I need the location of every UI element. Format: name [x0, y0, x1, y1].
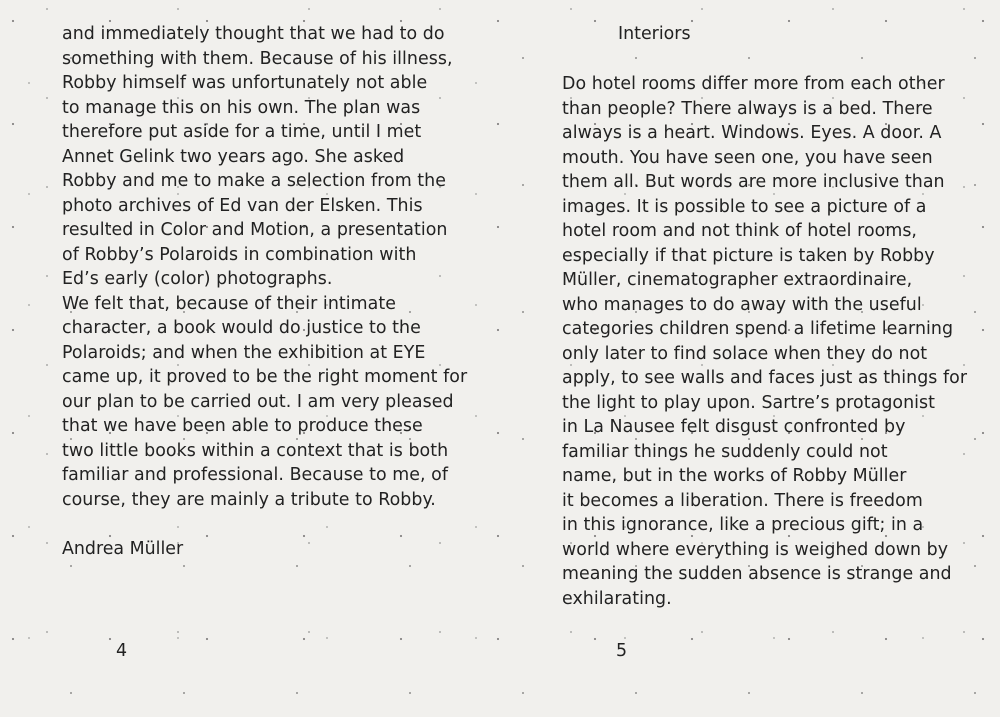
page-number-left: 4 [116, 641, 128, 661]
text-line: our plan to be carried out. I am very pleased [62, 391, 454, 412]
text-line: resulted in Color and Motion, a presentation [62, 220, 448, 240]
text-line: mouth. You have seen one, you have seen [562, 147, 933, 168]
text-line: hotel room and not think of hotel rooms, [562, 221, 918, 241]
text-line: and immediately thought that we had to do [62, 24, 445, 44]
text-line: the light to play upon. Sartre’s protagonist [562, 392, 936, 413]
text-line: apply, to see walls and faces just as things for [562, 368, 968, 388]
page-number-right: 5 [616, 641, 628, 661]
author-signature: Andrea Müller [62, 539, 184, 559]
text-line: something with them. Because of his illness, [62, 48, 453, 69]
text-line: especially if that picture is taken by Robby [562, 245, 935, 266]
text-line: of Robby’s Polaroids in combination with [62, 244, 417, 265]
text-line: Annet Gelink two years ago. She asked [62, 146, 405, 167]
text-line: that we have been able to produce these [62, 416, 423, 436]
text-line: course, they are mainly a tribute to Robby. [62, 489, 436, 510]
text-line: Do hotel rooms differ more from each other [562, 74, 945, 94]
text-line: than people? There always is a bed. There [562, 98, 933, 119]
right-page [500, 0, 1000, 717]
text-line: images. It is possible to see a picture of a [562, 196, 927, 217]
text-line: world where everything is weighed down by [562, 539, 949, 560]
text-line: character, a book would do justice to the [62, 318, 421, 338]
text-line: to manage this on his own. The plan was [62, 97, 421, 118]
text-line: therefore put aside for a time, until I met [62, 122, 422, 142]
text-line: Robby himself was unfortunately not able [62, 73, 428, 93]
text-line: Polaroids; and when the exhibition at EYE [62, 342, 426, 363]
left-page-body-text [62, 22, 467, 512]
text-line: Müller, cinematographer extraordinaire, [562, 270, 913, 290]
text-line: Robby and me to make a selection from the [62, 171, 446, 191]
text-line: came up, it proved to be the right moment for [62, 367, 468, 387]
text-line: in La Nausee felt disgust confronted by [562, 417, 906, 437]
text-line: only later to find solace when they do not [562, 343, 928, 364]
text-line: it becomes a liberation. There is freedom [562, 490, 923, 511]
text-line: categories children spend a lifetime learning [562, 319, 954, 339]
text-line: them all. But words are more inclusive than [562, 172, 945, 192]
running-head: Interiors [618, 24, 691, 44]
text-line: in this ignorance, like a precious gift; in a [562, 515, 924, 535]
text-line: two little books within a context that is both [62, 440, 449, 461]
text-line: familiar things he suddenly could not [562, 441, 888, 462]
right-page-body-text [562, 72, 967, 611]
text-line: meaning the sudden absence is strange and [562, 564, 952, 584]
text-line: name, but in the works of Robby Müller [562, 466, 907, 486]
text-line: always is a heart. Windows. Eyes. A door. A [562, 123, 942, 143]
text-line: familiar and professional. Because to me, of [62, 465, 449, 485]
text-line: photo archives of Ed van der Elsken. This [62, 195, 423, 216]
text-line: exhilarating. [562, 588, 672, 609]
text-line: Ed’s early (color) photographs. [62, 269, 333, 289]
text-line: We felt that, because of their intimate [62, 293, 396, 314]
text-line: who manages to do away with the useful [562, 294, 922, 315]
